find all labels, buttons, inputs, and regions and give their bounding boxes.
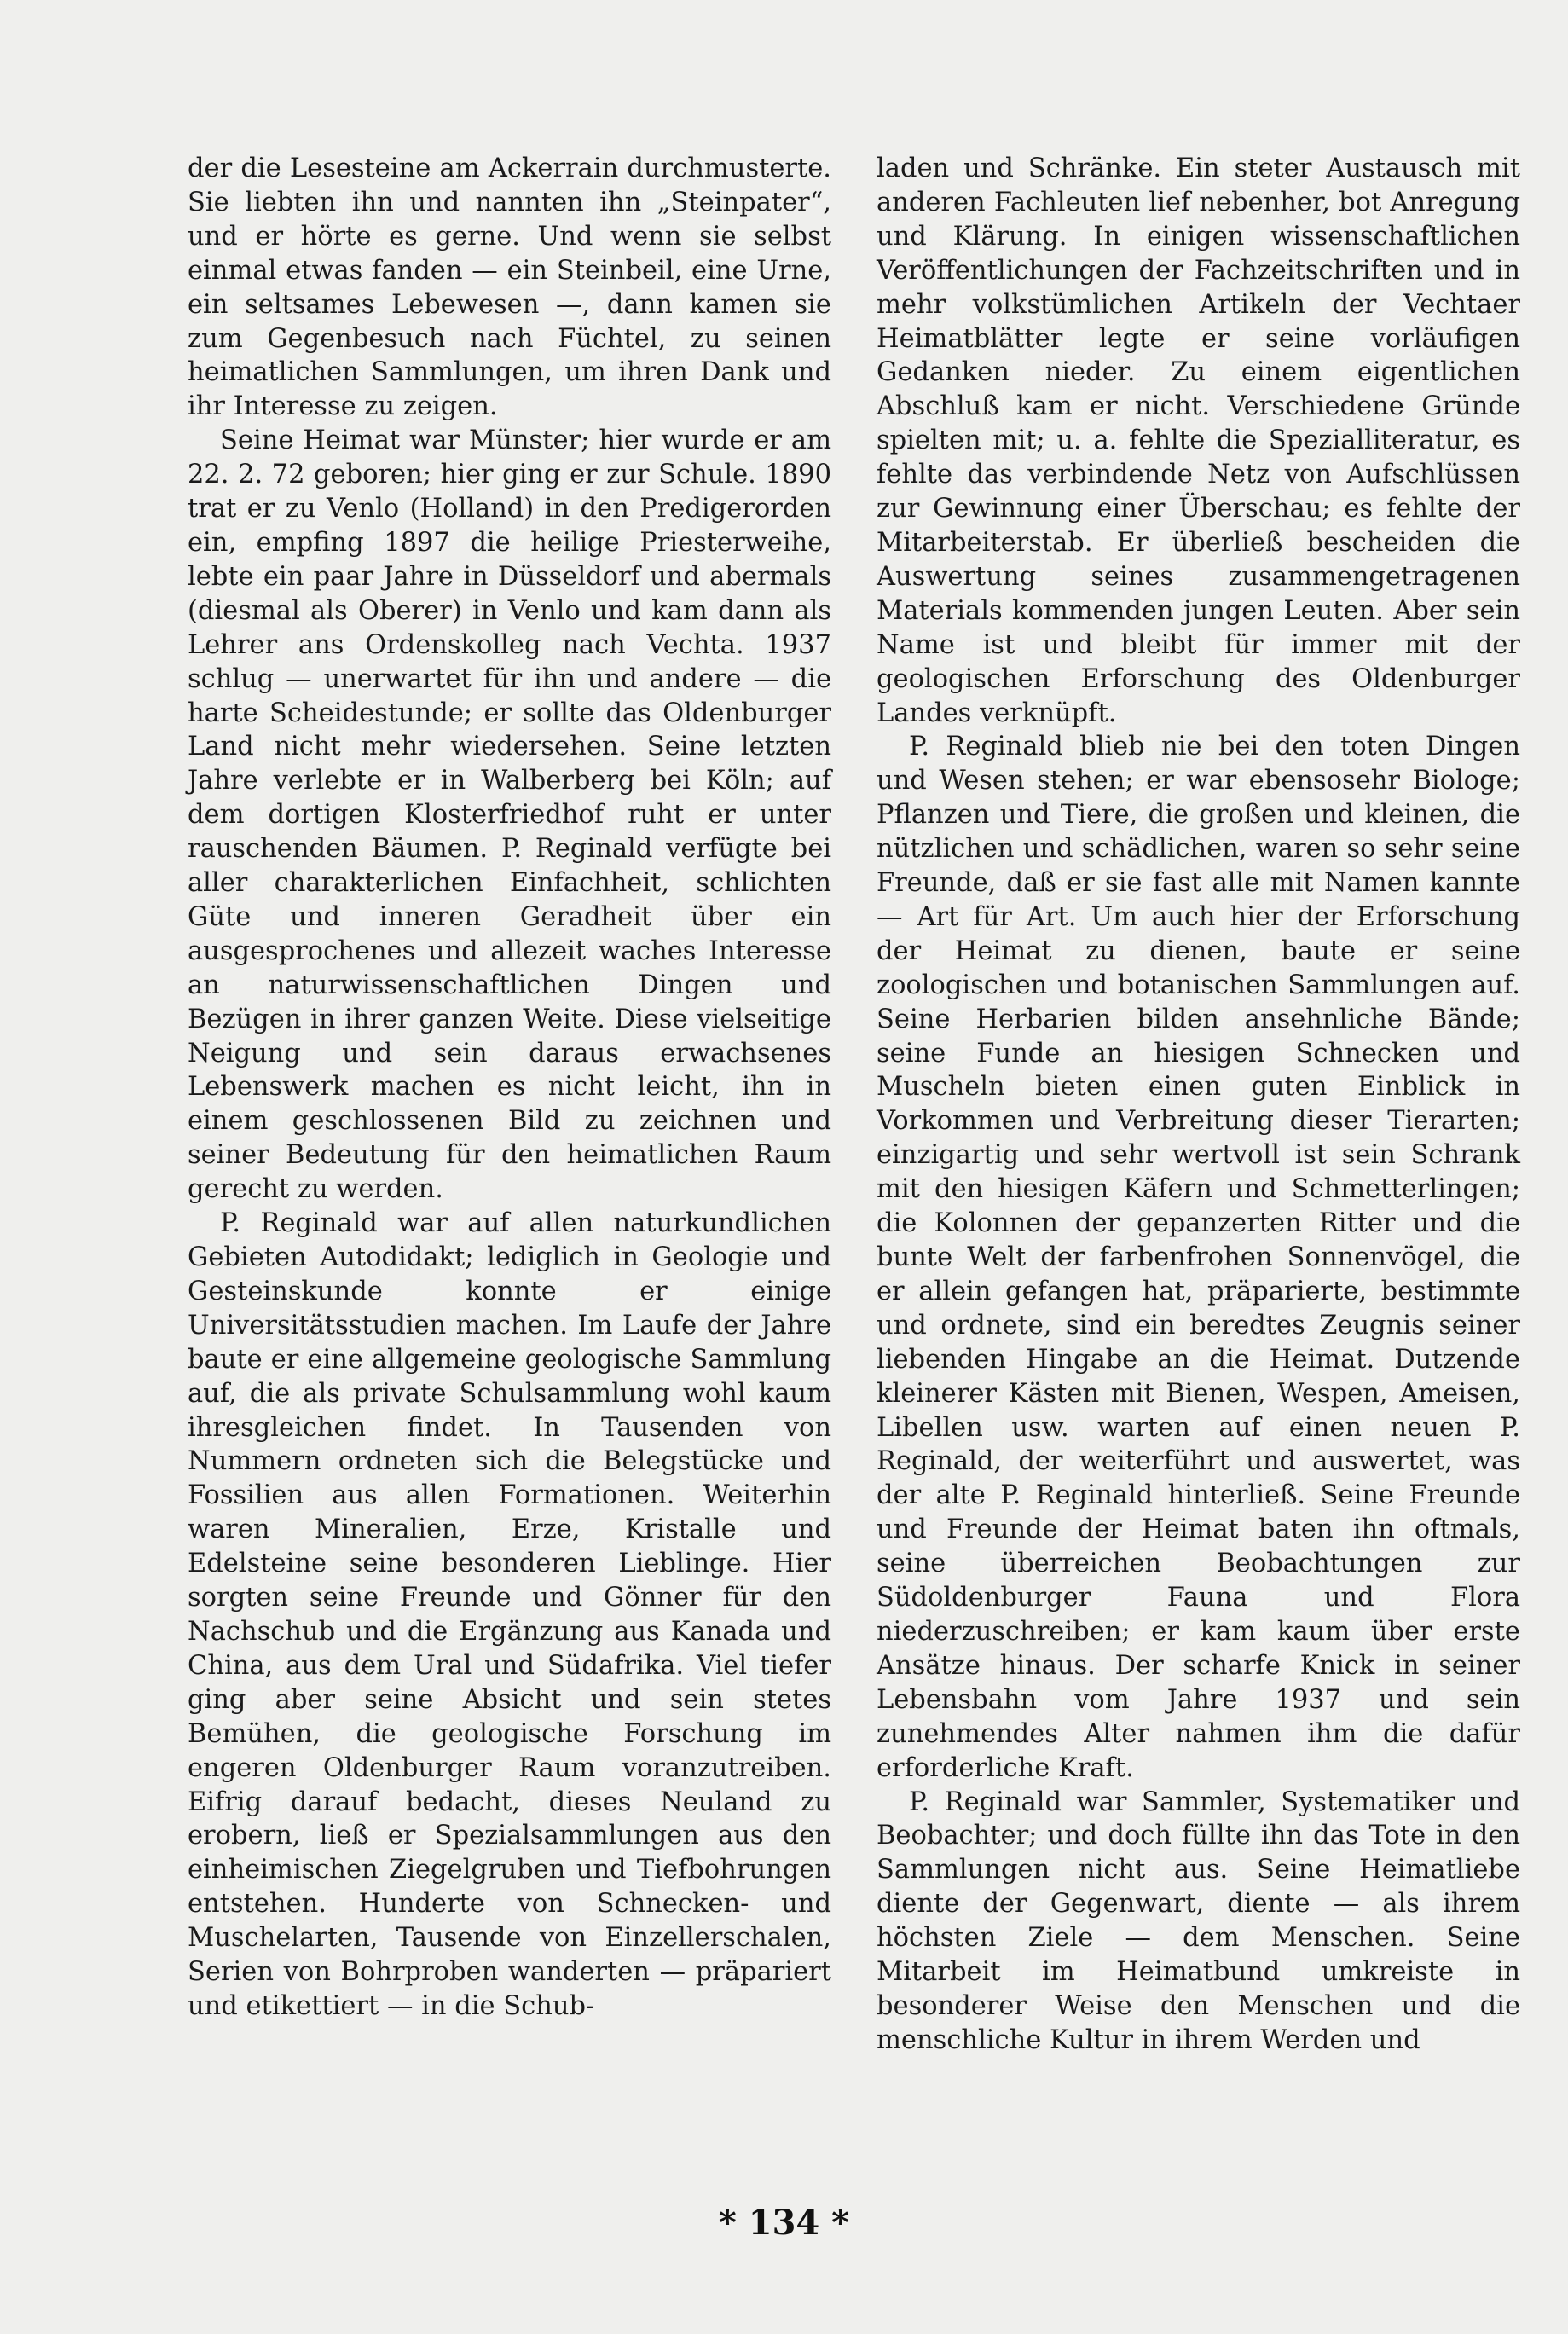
paragraph: P. Reginald war auf allen naturkundlichen Gebieten Autodidakt; lediglich in Geologie und Gesteinskunde konnte er einige Universitätsstudien machen. Im Laufe der Jahre baute er eine allgemeine geologische Sammlung auf, die als private Schulsammlung wohl kaum ihresgleichen findet. In Tausenden von Nummern ordneten sich die Belegstücke und Fossilien aus allen Formationen. Weiterhin waren Mineralien, Erze, Kristalle und Edelsteine seine besonderen Lieblinge. Hier sorgten seine Freunde und Gönner für den Nachschub und die Ergänzung aus Kanada und China, aus dem Ural und Südafrika. Viel tiefer ging aber seine Absicht und sein stetes Bemühen, die geologische Forschung im engeren Oldenburger Raum voranzutreiben. Eifrig darauf bedacht, dieses Neuland zu erobern, ließ er Spezialsammlungen aus den einheimischen Ziegelgruben und Tiefbohrungen entstehen. Hunderte von Schnecken- und Muschelarten, Tausende von Einzellerschalen, Serien von Bohrproben wanderten — präpariert und etikettiert — in die Schub- — [188, 1208, 831, 2021]
paragraph: P. Reginald war Sammler, Systematiker und Beobachter; und doch füllte ihn das Tote in den Sammlungen nicht aus. Seine Heimatliebe diente der Gegenwart, diente — als ihrem höchsten Ziele — dem Menschen. Seine Mitarbeit im Heimatbund umkreiste in besonderer Weise den Menschen und die menschliche Kultur in ihrem Werden und — [877, 1787, 1520, 2055]
right-text-column — [877, 152, 1520, 2058]
page-number: * 134 * — [718, 2203, 850, 2243]
left-text-column — [188, 152, 831, 2024]
paragraph: P. Reginald blieb nie bei den toten Dingen und Wesen stehen; er war ebensosehr Biologe; Pflanzen und Tiere, die großen und kleinen, die nützlichen und schädlichen, waren so sehr seine Freunde, daß er sie fast alle mit Namen kannte — Art für Art. Um auch hier der Erforschung der Heimat zu dienen, baute er seine zoologischen und botanischen Sammlungen auf. Seine Herbarien bilden ansehnliche Bände; seine Funde an hiesigen Schnecken und Muscheln bieten einen guten Einblick in Vorkommen und Verbreitung dieser Tierarten; einzigartig und sehr wertvoll ist sein Schrank mit den hiesigen Käfern und Schmetterlingen; die Kolonnen der gepanzerten Ritter und die bunte Welt der farbenfrohen Sonnenvögel, die er allein gefangen hat, präparierte, bestimmte und ordnete, sind ein beredtes Zeugnis seiner liebenden Hingabe an die Heimat. Dutzende kleinerer Kästen mit Bienen, Wespen, Ameisen, Libellen usw. warten auf einen neuen P. Reginald, der weiterführt und auswertet, was der alte P. Reginald hinterließ. Seine Freunde und Freunde der Heimat baten ihn oftmals, seine überreichen Beobachtungen zur Südoldenburger Fauna und Flora niederzuschreiben; er kam kaum über erste Ansätze hinaus. Der scharfe Knick in seiner Lebensbahn vom Jahre 1937 und sein zunehmendes Alter nahmen ihm die dafür erforderliche Kraft. — [877, 732, 1520, 1783]
paragraph: der die Lesesteine am Ackerrain durchmusterte. Sie liebten ihn und nannten ihn „Steinpater“, und er hörte es gerne. Und wenn sie selbst einmal etwas fanden — ein Steinbeil, eine Urne, ein seltsames Lebewesen —, dann kamen sie zum Gegenbesuch nach Füchtel, zu seinen heimatlichen Sammlungen, um ihren Dank und ihr Interesse zu zeigen. — [188, 153, 831, 422]
paragraph: laden und Schränke. Ein steter Austausch mit anderen Fachleuten lief nebenher, bot Anregung und Klärung. In einigen wissenschaftlichen Veröffentlichungen der Fachzeitschriften und in mehr volkstümlichen Artikeln der Vechtaer Heimatblätter legte er seine vorläufigen Gedanken nieder. Zu einem eigentlichen Abschluß kam er nicht. Verschiedene Gründe spielten mit; u. a. fehlte die Spezialliteratur, es fehlte das verbindende Netz von Aufschlüssen zur Gewinnung einer Überschau; es fehlte der Mitarbeiterstab. Er überließ bescheiden die Auswertung seines zusammengetragenen Materials kommenden jungen Leuten. Aber sein Name ist und bleibt für immer mit der geologischen Erforschung des Oldenburger Landes verknüpft. — [877, 153, 1520, 728]
paragraph: Seine Heimat war Münster; hier wurde er am 22. 2. 72 geboren; hier ging er zur Schule. 1890 trat er zu Venlo (Holland) in den Predigerorden ein, empfing 1897 die heilige Priesterweihe, lebte ein paar Jahre in Düsseldorf und abermals (diesmal als Oberer) in Venlo und kam dann als Lehrer ans Ordenskolleg nach Vechta. 1937 schlug — unerwartet für ihn und andere — die harte Scheidestunde; er sollte das Oldenburger Land nicht mehr wiedersehen. Seine letzten Jahre verlebte er in Walberberg bei Köln; auf dem dortigen Klosterfriedhof ruht er unter rauschenden Bäumen. P. Reginald verfügte bei aller charakterlichen Einfachheit, schlichten Güte und inneren Geradheit über ein ausgesprochenes und allezeit waches Interesse an naturwissenschaftlichen Dingen und Bezügen in ihrer ganzen Weite. Diese vielseitige Neigung und sein daraus erwachsenes Lebenswerk machen es nicht leicht, ihn in einem geschlossenen Bild zu zeichnen und seiner Bedeutung für den heimatlichen Raum gerecht zu werden. — [188, 426, 831, 1205]
